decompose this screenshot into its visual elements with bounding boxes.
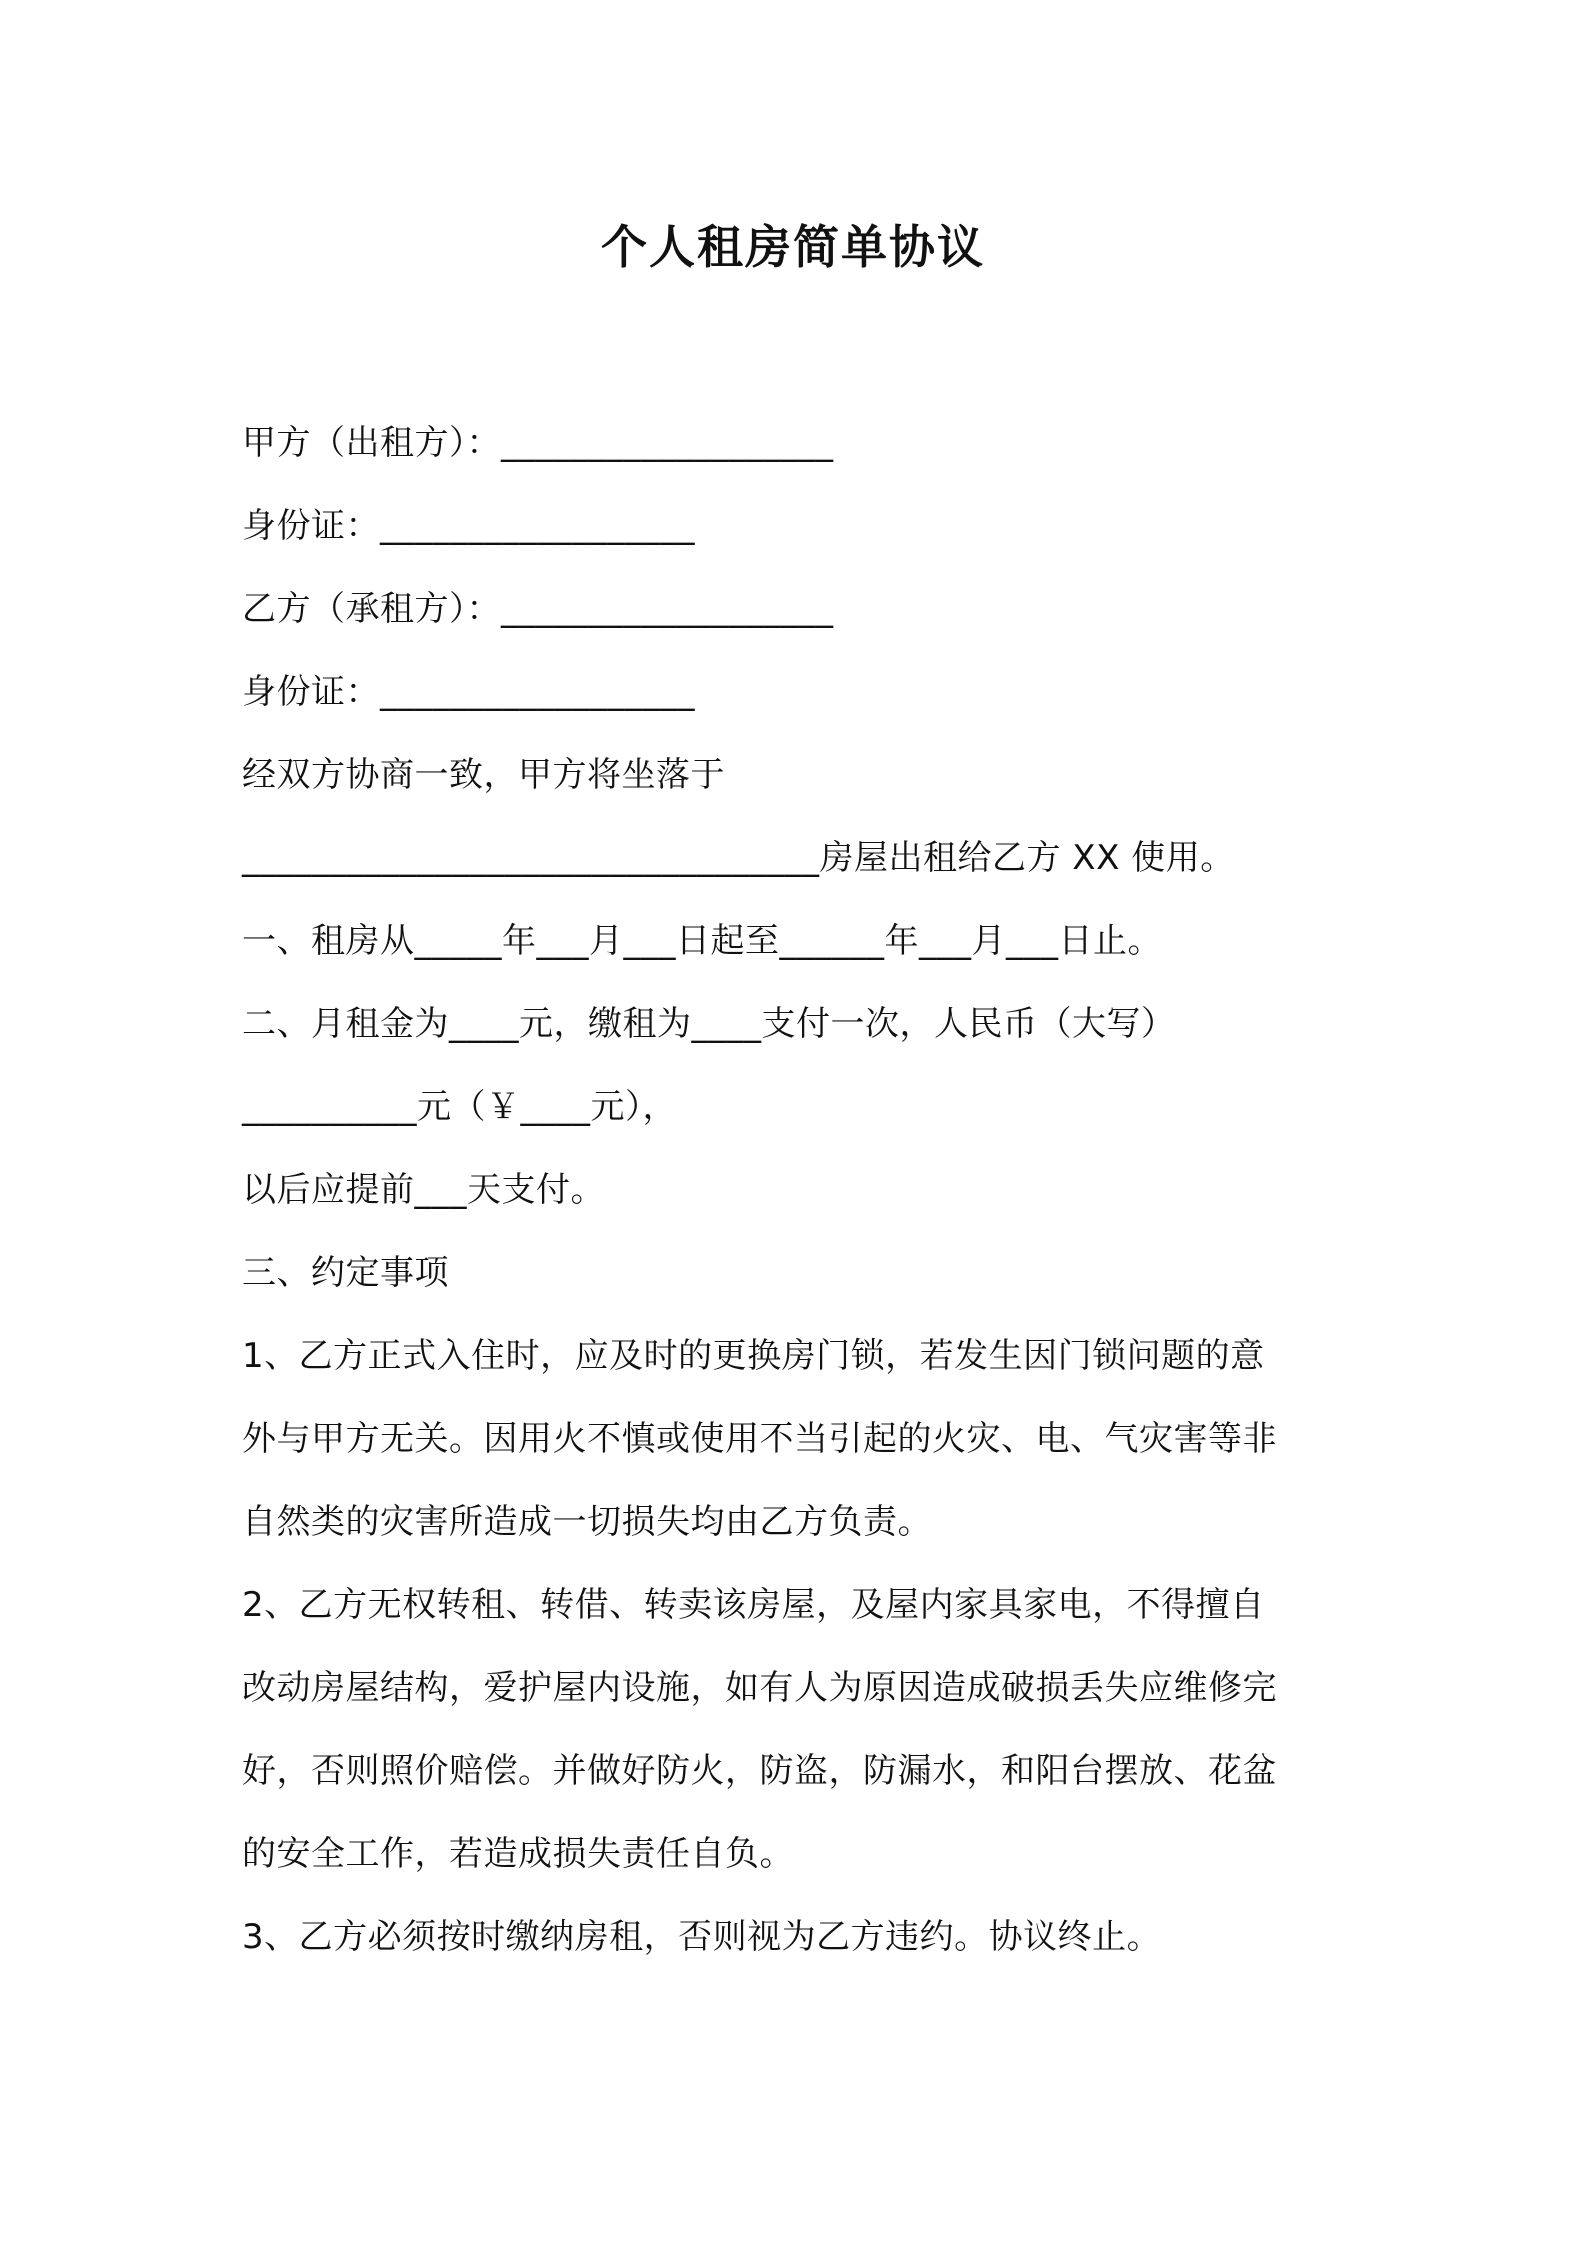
party-a-id-line: 身份证：__________________ (242, 506, 695, 546)
party-b-id-line: 身份证：__________________ (242, 672, 695, 712)
term-2-line-4: 的安全工作，若造成损失责任自负。 (242, 1834, 794, 1874)
term-1-line-1: 1、乙方正式入住时，应及时的更换房门锁，若发生因门锁问题的意 (242, 1336, 1265, 1376)
agreement-intro-line: 经双方协商一致，甲方将坐落于 (242, 755, 725, 795)
term-1-line-3: 自然类的灾害所造成一切损失均由乙方负责。 (242, 1502, 932, 1542)
clause-rent-notice-line: 以后应提前___天支付。 (242, 1170, 605, 1210)
term-3-line-1: 3、乙方必须按时缴纳房租，否则视为乙方违约。协议终止。 (242, 1917, 1162, 1957)
term-2-line-1: 2、乙方无权转租、转借、转卖该房屋，及屋内家具家电，不得擅自 (242, 1585, 1265, 1625)
term-2-line-3: 好，否则照价赔偿。并做好防火，防盗，防漏水，和阳台摆放、花盆 (242, 1751, 1277, 1791)
clause-rent-line: 二、月租金为____元，缴租为____支付一次，人民币（大写） (242, 1004, 1176, 1044)
term-1-line-2: 外与甲方无关。因用火不慎或使用不当引起的火灾、电、气灾害等非 (242, 1419, 1277, 1459)
property-location-line: _________________________________房屋出租给乙方 XX 使用。 (242, 838, 1235, 878)
clause-term-line: 一、租房从_____年___月___日起至______年___月___日止。 (242, 921, 1162, 961)
party-a-line: 甲方（出租方）：___________________ (242, 423, 834, 463)
term-2-line-2: 改动房屋结构，爱护屋内设施，如有人为原因造成破损丢失应维修完 (242, 1668, 1277, 1708)
party-b-line: 乙方（承租方）：___________________ (242, 589, 834, 629)
document-body (242, 402, 1362, 1979)
document-title: 个人租房简单协议 (601, 220, 985, 274)
clause-rent-amount-line: __________元（￥____元）， (242, 1087, 677, 1127)
section-heading-terms: 三、约定事项 (242, 1253, 449, 1293)
